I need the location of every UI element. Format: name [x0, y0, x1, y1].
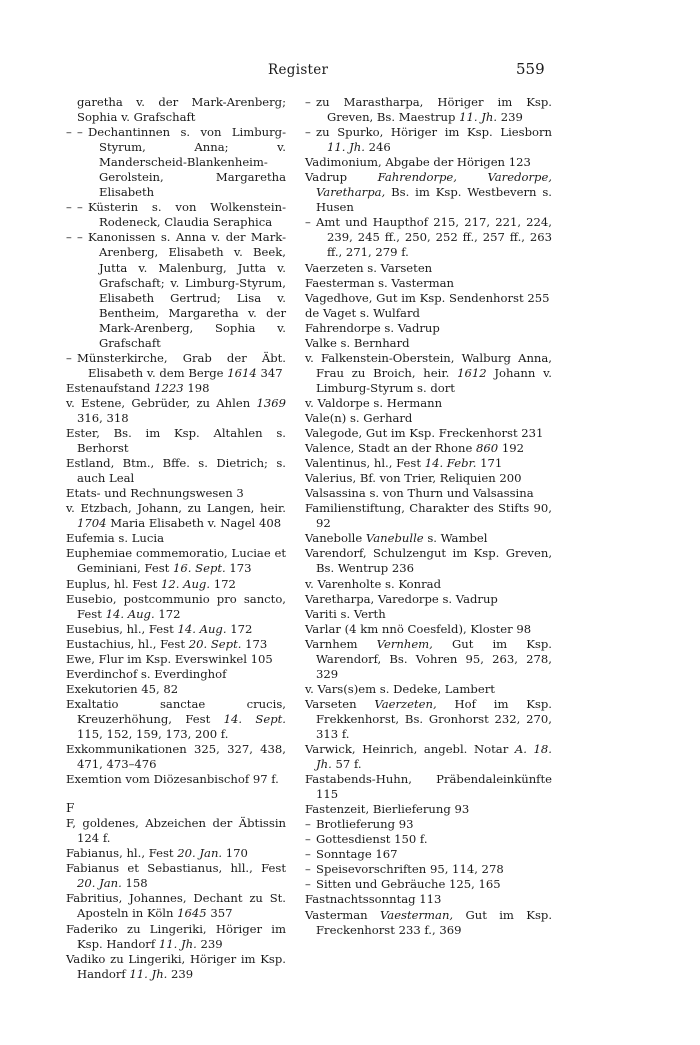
index-entry: [305, 471, 552, 486]
index-entry: [305, 546, 552, 576]
entry-text: Eufemia s. Lucia: [66, 531, 164, 546]
index-entry: [305, 682, 552, 697]
index-subentry: [305, 125, 552, 155]
entry-italic: 14. Febr.: [424, 456, 477, 471]
entry-italic: 14. Sept.: [223, 711, 286, 726]
entry-text: v. Vars(s)em s. Dedeke, Lambert: [305, 681, 495, 696]
entry-text: Fastenzeit, Bierlieferung 93: [305, 802, 470, 817]
entry-text: Valegode, Gut im Ksp. Freckenhorst 231: [305, 426, 544, 441]
entry-italic: 20. Jan.: [77, 876, 122, 891]
index-entry: [305, 577, 552, 592]
index-subentry: [66, 200, 286, 230]
index-entry: [305, 802, 552, 817]
entry-italic: 12. Aug.: [160, 576, 211, 591]
entry-text: zu Marastharpa, Höriger im Ksp. Greven, Bs. Maestrup: [316, 95, 552, 125]
entry-pages: 239: [200, 936, 223, 951]
index-entry: [66, 622, 286, 637]
entry-italic: Vanebulle: [365, 531, 424, 546]
entry-pages: 347: [260, 365, 283, 380]
entry-pages: 171: [480, 456, 503, 471]
entry-text: Eusebio, postcommunio pro sancto, Fest: [66, 591, 286, 621]
subentry-dash: –: [305, 847, 311, 862]
entry-text: Münsterkirche, Grab der Äbt. Elisabeth v. dem Berge: [77, 350, 286, 380]
index-entry: [66, 456, 286, 486]
index-entry: [66, 772, 286, 787]
entry-text: Varseten: [305, 696, 357, 711]
entry-italic: Vaerzeten,: [374, 696, 437, 711]
entry-text: de Vaget s. Wulfard: [305, 305, 420, 320]
entry-text: zu Spurko, Höriger im Ksp. Liesborn: [316, 125, 552, 140]
index-entry: [305, 637, 552, 682]
entry-pages: 239: [171, 966, 194, 981]
entry-text: Faderiko zu Lingeriki, Höriger im Ksp. Handorf: [66, 921, 286, 951]
index-entry: [305, 336, 552, 351]
entry-italic: 1612: [457, 365, 487, 380]
entry-text: Exaltatio sanctae crucis, Kreuzerhöhung, Fest: [66, 696, 286, 726]
entry-text: Faesterman s. Vasterman: [305, 275, 455, 290]
index-entry: [305, 908, 552, 938]
index-entry: [305, 351, 552, 396]
index-entry: [66, 846, 286, 861]
entry-pages: 246: [368, 140, 391, 155]
entry-text: Speisevorschriften 95, 114, 278: [316, 862, 504, 877]
index-entry: [305, 892, 552, 907]
entry-pages: Hof im Ksp. Frekkenhorst, Bs. Gronhorst 232, 270, 313 f.: [316, 696, 552, 741]
entry-text: Gottesdienst 150 f.: [316, 832, 428, 847]
index-subentry: [305, 817, 552, 832]
entry-text: F, goldenes, Abzeichen der Äbtissin 124 f.: [66, 816, 286, 846]
index-subentry: [305, 877, 552, 892]
index-entry: [305, 486, 552, 501]
entry-text: Varnhem: [305, 636, 358, 651]
entry-italic: 860: [476, 441, 499, 456]
index-entry: [305, 592, 552, 607]
entry-text: Variti s. Verth: [305, 606, 386, 621]
index-entry: [305, 321, 552, 336]
index-column-left: [66, 95, 286, 982]
entry-pages: 158: [125, 876, 148, 891]
entry-italic: 1614: [227, 365, 257, 380]
index-entry: [305, 306, 552, 321]
entry-text: Amt und Haupthof 215, 217, 221, 224, 239, 245 ff., 250, 252 ff., 257 ff., 263 ff., 271, 279 f.: [316, 215, 552, 260]
entry-text: Fabianus et Sebastianus, hll., Fest: [66, 861, 286, 876]
entry-pages: 239: [500, 110, 523, 125]
entry-pages: 172: [213, 576, 236, 591]
index-entry: [66, 742, 286, 772]
index-entry: [66, 531, 286, 546]
subentry-dash: –: [305, 832, 311, 847]
entry-text: Valerius, Bf. von Trier, Reliquien 200: [305, 471, 522, 486]
entry-text: Fabianus, hl., Fest: [66, 846, 174, 861]
index-subentry: [66, 351, 286, 381]
entry-pages: 192: [501, 441, 524, 456]
entry-text: Vagedhove, Gut im Ksp. Sendenhorst 255: [305, 290, 550, 305]
entry-text: garetha v. der Mark-Arenberg; Sophia v. Grafschaft: [77, 95, 286, 125]
entry-text: Vanebolle: [305, 531, 363, 546]
index-subentry: [305, 95, 552, 125]
index-entry: [66, 952, 286, 982]
page-header: [0, 60, 700, 84]
subentry-dash: –: [305, 877, 311, 892]
index-entry: [305, 261, 552, 276]
entry-text: Valke s. Bernhard: [305, 335, 410, 350]
index-entry: [66, 426, 286, 456]
entry-text: Exemtion vom Diözesanbischof 97 f.: [66, 772, 279, 787]
entry-italic: 1704: [77, 516, 107, 531]
entry-pages: 357: [210, 906, 233, 921]
index-entry: [305, 531, 552, 546]
entry-text: Fastnachtssonntag 113: [305, 892, 442, 907]
index-entry: [305, 441, 552, 456]
entry-pages: 173: [245, 636, 268, 651]
entry-text: Vaerzeten s. Varseten: [305, 260, 433, 275]
entry-text: Varendorf, Schulzengut im Ksp. Greven, Bs. Wentrup 236: [305, 546, 552, 576]
index-entry: [305, 396, 552, 411]
index-entry: [305, 411, 552, 426]
subentry-dash: –: [305, 95, 311, 109]
index-entry: [66, 682, 286, 697]
index-entry: [66, 486, 286, 501]
entry-text: v. Valdorpe s. Hermann: [305, 395, 443, 410]
entry-text: Vasterman: [305, 907, 368, 922]
entry-italic: 14. Aug.: [177, 621, 227, 636]
entry-italic: 1223: [154, 380, 184, 395]
index-entry: [66, 816, 286, 846]
entry-text: Ester, Bs. im Ksp. Altahlen s. Berhorst: [66, 426, 286, 456]
index-entry: [66, 667, 286, 682]
index-entry: [66, 592, 286, 622]
entry-text: Estland, Btm., Bffe. s. Dietrich; s. auch Leal: [66, 456, 286, 486]
entry-text: Sonntage 167: [316, 847, 398, 862]
index-entry: [305, 456, 552, 471]
entry-pages: 57 f.: [335, 757, 362, 772]
entry-text: Valsassina s. von Thurn und Valsassina: [305, 486, 534, 501]
entry-pages: Johann v. Limburg-Styrum s. dort: [316, 365, 552, 395]
entry-text: Estenaufstand: [66, 380, 151, 395]
index-entry: [66, 381, 286, 396]
entry-italic: 11. Jh.: [129, 966, 168, 981]
entry-pages: Gut im Ksp. Warendorf, Bs. Vohren 95, 263, 278, 329: [316, 636, 552, 681]
entry-text: Exkommunikationen 325, 327, 438, 471, 473–476: [66, 742, 286, 772]
entry-text: Valence, Stadt an der Rhone: [305, 441, 473, 456]
entry-italic: 1645: [177, 906, 207, 921]
entry-italic: 20. Sept.: [188, 636, 242, 651]
entry-text: Vadrup: [305, 170, 348, 185]
subentry-dash: –: [77, 200, 83, 215]
entry-pages: Maria Elisabeth v. Nagel 408: [110, 516, 282, 531]
entry-pages: 115, 152, 159, 173, 200 f.: [77, 726, 229, 741]
index-entry: [305, 501, 552, 531]
entry-text: Everdinchof s. Everdinghof: [66, 666, 227, 681]
entry-pages: 170: [225, 846, 248, 861]
index-entry: [305, 155, 552, 170]
entry-italic: 1369: [256, 395, 286, 410]
index-entry: [66, 891, 286, 921]
subentry-dash: –: [66, 350, 72, 365]
index-entry: [66, 637, 286, 652]
entry-text: v. Etzbach, Johann, zu Langen, heir.: [66, 501, 286, 516]
entry-italic: A. 18. Jh.: [316, 742, 552, 772]
entry-italic: 20. Jan.: [177, 846, 223, 861]
entry-pages: 316, 318: [77, 410, 129, 425]
entry-italic: 11. Jh.: [158, 936, 197, 951]
index-entry: [66, 922, 286, 952]
index-entry: [66, 652, 286, 667]
entry-italic: 14. Aug.: [105, 606, 155, 621]
entry-pages: Gut im Ksp. Freckenhorst 233 f., 369: [316, 907, 552, 937]
entry-text: Varlar (4 km nnö Coesfeld), Kloster 98: [305, 621, 532, 636]
index-entry: [305, 607, 552, 622]
entry-text: Kanonissen s. Anna v. der Mark-Arenberg, Elisabeth v. Beek, Jutta v. Malenburg, Jutta v. Grafschaft; v. Limburg-Styrum, Elisabeth Gertrud; Lisa v. Bentheim, Margaretha v. der Mark-Arenberg, Sophia v. Grafschaft: [88, 230, 286, 350]
entry-italic: 16. Sept.: [173, 561, 226, 576]
index-entry: [305, 697, 552, 742]
section-letter-text: F: [66, 801, 75, 816]
subentry-dash: –: [305, 817, 311, 832]
entry-pages: s. Wambel: [427, 531, 488, 546]
subentry-dash: –: [305, 215, 311, 230]
index-subentry: [66, 125, 286, 200]
entry-italic: Vaesterman,: [379, 907, 454, 922]
subentry-dash: –: [305, 125, 311, 140]
entry-text: Eustachius, hl., Fest: [66, 636, 186, 651]
index-entry: [305, 772, 552, 802]
index-subentry: [305, 832, 552, 847]
entry-text: v. Falkenstein-Oberstein, Walburg Anna, Frau zu Broich, heir.: [305, 350, 552, 380]
index-entry: [66, 396, 286, 426]
subentry-dash: –: [305, 862, 311, 877]
entry-text: v. Varenholte s. Konrad: [305, 576, 441, 591]
entry-text: Küsterin s. von Wolkenstein-Rodeneck, Claudia Seraphica: [88, 200, 286, 230]
entry-text: Dechantinnen s. von Limburg-Styrum, Anna; v. Manderscheid-Blankenheim-Gerolstein, Margaretha Elisabeth: [88, 125, 286, 200]
entry-italic: Fahrendorpe, Varedorpe, Varetharpa,: [316, 170, 552, 200]
entry-italic: Vernhem,: [376, 636, 433, 651]
index-subentry: [305, 862, 552, 877]
index-entry: [305, 742, 552, 772]
index-entry: [66, 95, 286, 125]
entry-text: v. Estene, Gebrüder, zu Ahlen: [66, 395, 251, 410]
entry-text: Ewe, Flur im Ksp. Everswinkel 105: [66, 651, 273, 666]
entry-pages: 172: [230, 621, 253, 636]
index-subentry: [305, 847, 552, 862]
entry-text: Euplus, hl. Fest: [66, 576, 158, 591]
entry-text: Fastabends-Huhn, Präbendaleinkünfte 115: [305, 772, 552, 802]
subentry-dash: –: [77, 230, 83, 245]
index-subentry: [305, 215, 552, 260]
entry-text: Euphemiae commemoratio, Luciae et Geminiani, Fest: [66, 546, 286, 576]
entry-text: Vadimonium, Abgabe der Hörigen 123: [305, 155, 531, 170]
entry-text: Eusebius, hl., Fest: [66, 621, 174, 636]
entry-text: Varwick, Heinrich, angebl. Notar: [305, 742, 509, 757]
entry-text: Vadiko zu Lingeriki, Höriger im Ksp. Handorf: [66, 951, 286, 981]
index-entry: [305, 276, 552, 291]
entry-italic: 11. Jh.: [327, 140, 365, 155]
entry-text: Etats- und Rechnungswesen 3: [66, 486, 244, 501]
entry-text: Fahrendorpe s. Vadrup: [305, 320, 440, 335]
entry-pages: 173: [229, 561, 252, 576]
index-entry: [66, 861, 286, 891]
index-entry: [66, 577, 286, 592]
index-entry: [305, 291, 552, 306]
entry-pages: Bs. im Ksp. Westbevern s. Husen: [316, 185, 552, 215]
entry-pages: 198: [187, 380, 210, 395]
entry-text: Valentinus, hl., Fest: [305, 456, 421, 471]
subentry-dash: –: [66, 230, 72, 245]
index-entry: [305, 426, 552, 441]
index-entry: [305, 170, 552, 215]
entry-italic: 11. Jh.: [459, 110, 498, 125]
index-column-right: [305, 95, 552, 938]
entry-text: Familienstiftung, Charakter des Stifts 90, 92: [305, 501, 552, 531]
entry-text: Exekutorien 45, 82: [66, 681, 179, 696]
entry-text: Brotlieferung 93: [316, 817, 414, 832]
running-head: Register: [268, 62, 329, 78]
entry-text: Vale(n) s. Gerhard: [305, 410, 413, 425]
entry-pages: 172: [158, 606, 181, 621]
entry-text: Varetharpa, Varedorpe s. Vadrup: [305, 591, 498, 606]
page-number: 559: [516, 60, 545, 78]
index-subentry: [66, 230, 286, 350]
entry-text: Sitten und Gebräuche 125, 165: [316, 877, 501, 892]
index-entry: [66, 501, 286, 531]
section-letter: [66, 801, 286, 816]
subentry-dash: –: [77, 125, 83, 140]
index-entry: [66, 546, 286, 576]
subentry-dash: –: [66, 125, 72, 140]
index-entry: [66, 697, 286, 742]
entry-text: Fabritius, Johannes, Dechant zu St. Aposteln in Köln: [66, 891, 286, 921]
subentry-dash: –: [66, 200, 72, 215]
index-entry: [305, 622, 552, 637]
